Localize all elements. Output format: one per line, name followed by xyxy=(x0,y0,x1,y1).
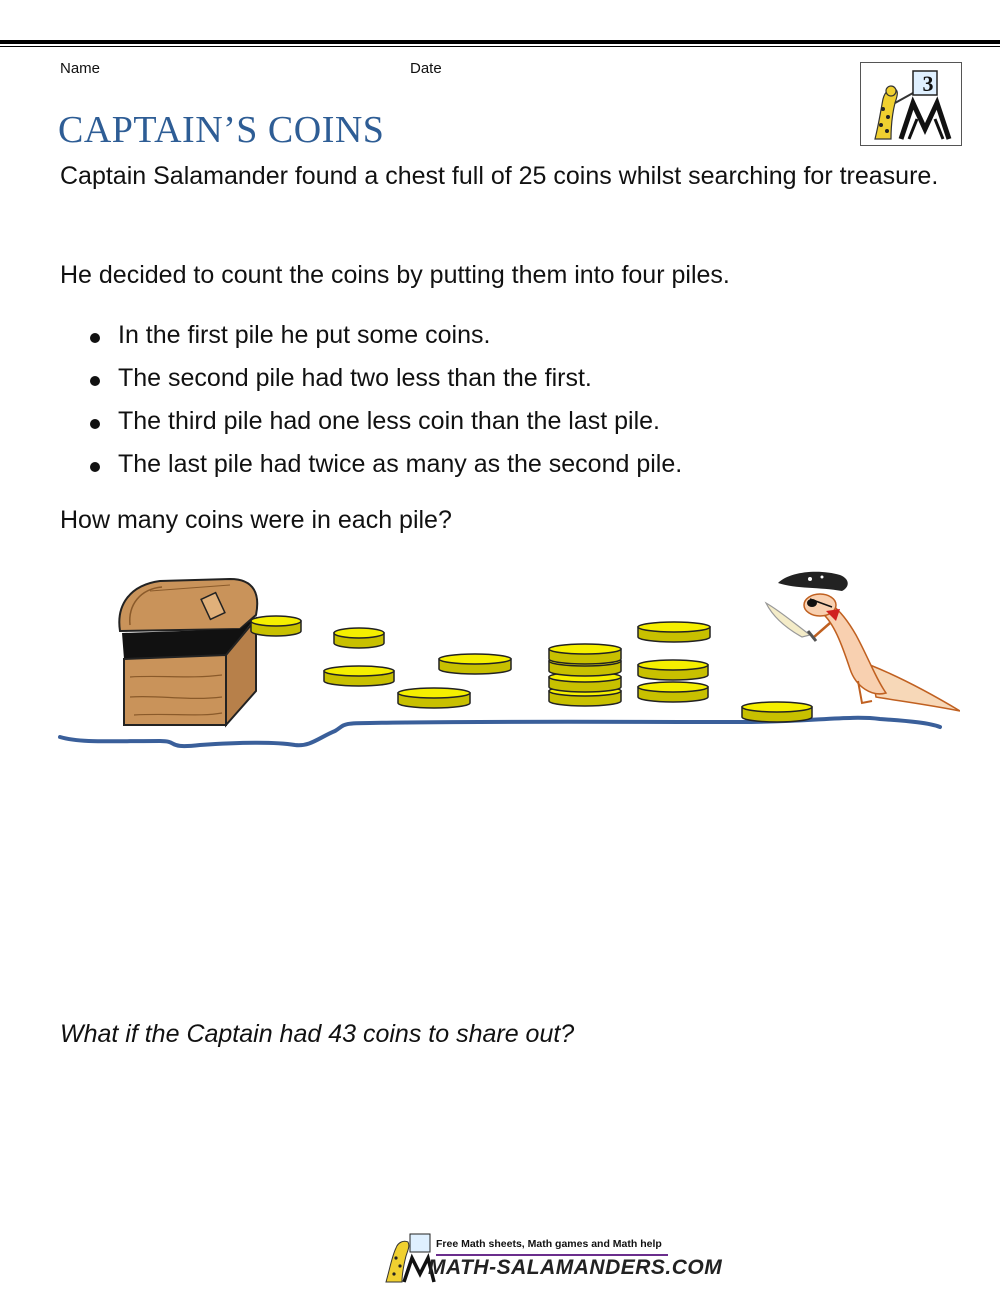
clue-item xyxy=(90,443,682,486)
bullet-icon xyxy=(90,376,100,386)
coin-icon xyxy=(638,660,708,680)
footer-site-name: MATH-SALAMANDERS.COM xyxy=(428,1256,723,1279)
coin-icon xyxy=(638,622,710,642)
clue-item xyxy=(90,357,682,400)
treasure-scene-illustration xyxy=(50,565,960,765)
grade-number: 3 xyxy=(922,71,934,96)
header-rule-thin xyxy=(0,46,1000,47)
question-paragraph: How many coins were in each pile? xyxy=(60,506,452,534)
bullet-icon xyxy=(90,462,100,472)
footer-branding xyxy=(380,1228,723,1286)
grade-logo xyxy=(860,62,962,146)
clue-text: The third pile had one less coin than the last pile. xyxy=(118,407,661,435)
date-label: Date xyxy=(410,60,442,77)
bullet-icon xyxy=(90,419,100,429)
clue-item xyxy=(90,400,682,443)
coin-icon xyxy=(251,616,301,636)
coin-icon xyxy=(439,654,511,674)
treasure-chest-icon xyxy=(119,579,257,725)
header-rule-thick xyxy=(0,40,1000,44)
coin-piles xyxy=(251,616,812,722)
method-paragraph: He decided to count the coins by putting them into four piles. xyxy=(60,261,730,289)
extension-question: What if the Captain had 43 coins to share out? xyxy=(60,1020,575,1048)
coin-icon xyxy=(638,682,708,702)
worksheet-title: CAPTAIN’S COINS xyxy=(58,109,385,151)
coin-icon xyxy=(324,666,394,686)
clue-text: In the first pile he put some coins. xyxy=(118,321,491,349)
coin-icon xyxy=(742,702,812,722)
coin-icon xyxy=(398,688,470,708)
intro-paragraph: Captain Salamander found a chest full of 25 coins whilst searching for treasure. xyxy=(60,162,939,190)
coin-icon xyxy=(549,644,621,664)
clue-text: The last pile had twice as many as the second pile. xyxy=(118,450,683,478)
clue-text: The second pile had two less than the first. xyxy=(118,364,592,392)
clue-item xyxy=(90,314,682,357)
coin-icon xyxy=(334,628,384,648)
bullet-icon xyxy=(90,333,100,343)
clue-list xyxy=(90,314,682,486)
name-label: Name xyxy=(60,60,101,77)
salamander-logo-icon xyxy=(861,63,961,145)
footer-tagline: Free Math sheets, Math games and Math help xyxy=(436,1238,662,1250)
pirate-salamander-icon xyxy=(766,572,960,711)
